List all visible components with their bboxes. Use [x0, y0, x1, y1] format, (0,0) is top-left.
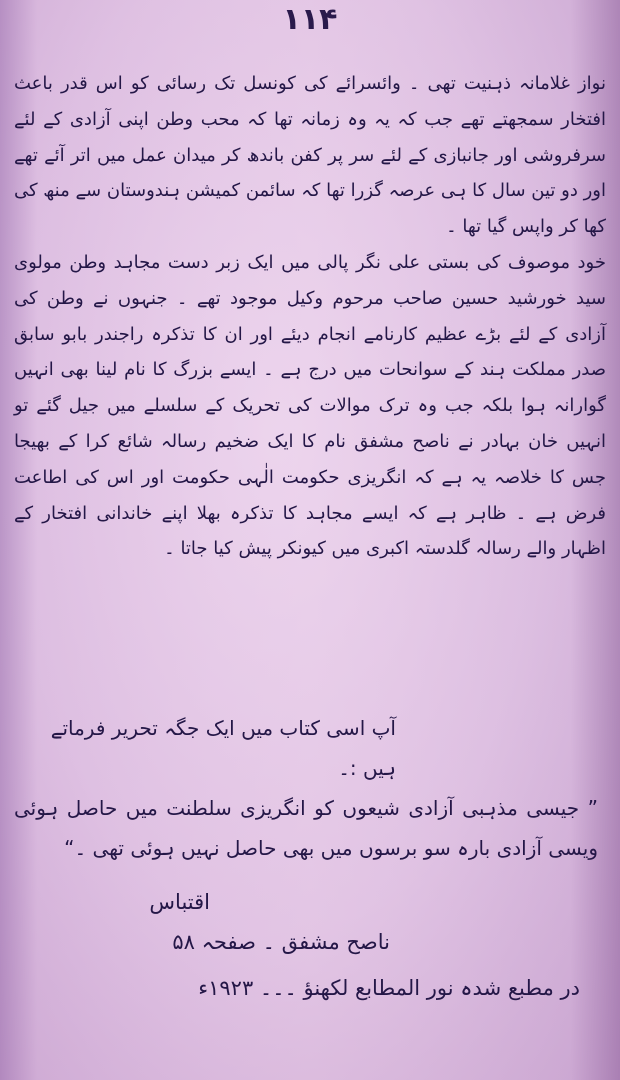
quote-section	[14, 708, 606, 868]
quote-text: ” جیسی مذہبی آزادی شیعوں کو انگریزی سلطنت میں حاصل ہوئی ویسی آزادی بارہ سو برسوں میں بھی حاصل نہیں ہوئی تھی ۔“	[14, 796, 598, 860]
citation-publisher	[20, 966, 600, 1010]
citation-title-text: ناصح مشفق ۔ صفحہ ۵۸	[172, 930, 390, 954]
citation-title	[40, 920, 500, 964]
citation-label-text: اقتباس	[149, 890, 210, 914]
paragraph: خود موصوف کی بستی علی نگر پالی میں ایک زبر دست مجاہد وطن مولوی سید خورشید حسین صاحب مرحوم وکیل موجود تھے ۔ جنہوں نے وطن کی آزادی کے لئے بڑے عظیم کارنامے انجام دیئے اور ان کا تذکرہ راجندر بابو سابق صدر مملکت ہند کے سوانحات میں درج ہے ۔ ایسے بزرگ کا نام لینا بھی انہیں گوارانہ ہوا بلکہ جب وہ ترک موالات کی تحریک کے سلسلے میں جیل گئے تو انہیں خان بہادر نے ناصح مشفق نام کا ایک ضخیم رسالہ شائع کرا کے بھیجا جس کا خلاصہ یہ ہے کہ انگریزی حکومت الٰہی حکومت اور اس کی اطاعت فرض ہے ۔ ظاہر ہے کہ ایسے مجاہد کا تذکرہ بھلا اپنے خاندانی افتخار کے اظہار والے رسالہ گلدستہ اکبری میں کیونکر پیش کیا جاتا ۔	[14, 251, 606, 560]
paragraph: نواز غلامانہ ذہنیت تھی ۔ وائسرائے کی کونسل تک رسائی کو اس قدر باعث افتخار سمجھتے تھے جب کہ یہ وہ زمانہ تھا کہ محب وطن اپنی آزادی کے لئے سرفروشی اور جانبازی کے لئے سر پر کفن باندھ کر میدان عمل میں اتر آئے تھے اور دو تین سال کا ہی عرصہ گزرا تھا کہ سائمن کمیشن ہندوستان سے منھ کی کھا کر واپس گیا تھا ۔	[14, 73, 606, 238]
citation-label	[40, 880, 500, 924]
page-number: ۱۱۴	[282, 2, 338, 37]
body-text	[14, 66, 606, 567]
quote-intro: آپ اسی کتاب میں ایک جگہ تحریر فرماتے ہیں :۔	[50, 716, 396, 780]
citation-publisher-text: در مطبع شدہ نور المطابع لکھنؤ ۔۔۔ ۱۹۲۳ء	[198, 976, 580, 1000]
